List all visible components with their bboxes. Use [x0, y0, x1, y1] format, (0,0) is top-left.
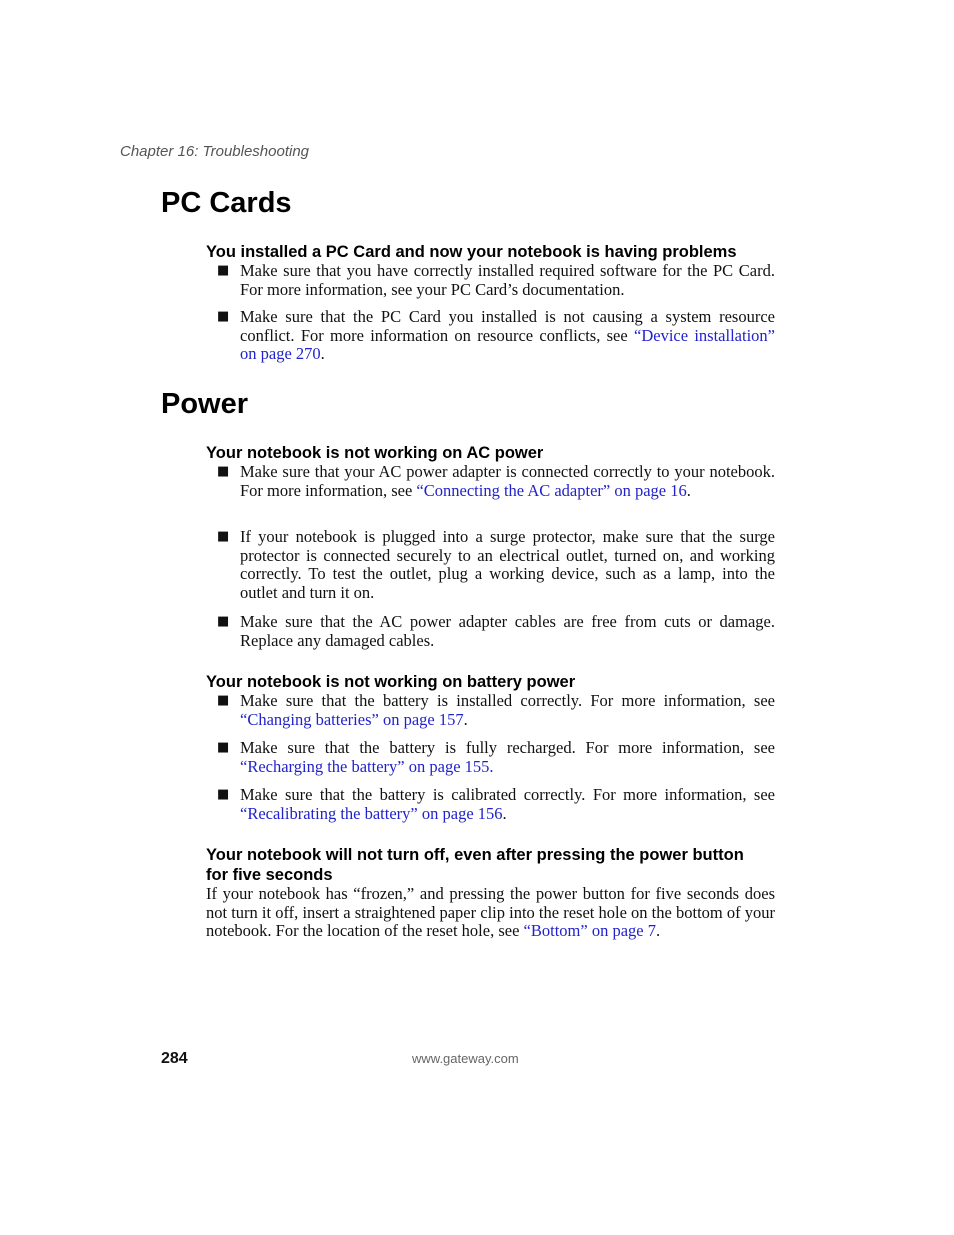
- link-connecting-ac-adapter[interactable]: “Connecting the AC adapter” on page 16: [416, 480, 687, 500]
- list-item: [240, 739, 775, 776]
- list-item-suffix: .: [686, 480, 691, 500]
- section-title-power: Power: [161, 388, 249, 420]
- list-item: [240, 528, 775, 603]
- bullet-marker: ■: [217, 693, 230, 708]
- subheading-pc-card-problems: You installed a PC Card and now your notebook is having problems: [206, 243, 737, 261]
- list-item-suffix: .: [320, 344, 325, 364]
- list-item-text: Make sure that your AC power adapter is connected correctly to your notebook. For more information, see: [240, 462, 775, 500]
- list-item: [240, 786, 775, 823]
- bullet-marker: ■: [217, 464, 230, 479]
- list-item-text: If your notebook is plugged into a surge protector, make sure that the surge protector is connected securely to an electrical outlet, turned on, and working correctly. To test the outlet, plug a working device, such as a lamp, into the outlet and turn it on.: [240, 527, 775, 603]
- list-item-text: Make sure that the PC Card you installed is not causing a system resource conflict. For more information on resource conflicts, see: [240, 307, 775, 345]
- link-changing-batteries[interactable]: “Changing batteries” on page 157: [240, 709, 464, 729]
- footer-url: www.gateway.com: [412, 1051, 519, 1066]
- bullet-marker: ■: [217, 529, 230, 544]
- bullet-marker: ■: [217, 787, 230, 802]
- list-item: [240, 692, 775, 729]
- paragraph-reset-hole: [206, 885, 775, 941]
- list-item: [240, 613, 775, 650]
- subheading-ac-power: Your notebook is not working on AC power: [206, 444, 544, 462]
- link-recharging-battery[interactable]: “Recharging the battery” on page 155.: [240, 756, 494, 776]
- list-item-text: Make sure that the battery is fully recharged. For more information, see: [240, 738, 775, 757]
- list-item: [240, 262, 775, 299]
- list-item: [240, 308, 775, 364]
- list-item-text: Make sure that the battery is installed correctly. For more information, see: [240, 691, 775, 710]
- subheading-battery-power: Your notebook is not working on battery power: [206, 673, 576, 691]
- paragraph-suffix: .: [655, 921, 661, 941]
- link-device-installation[interactable]: “Device installation” on page 270: [240, 325, 775, 364]
- bullet-marker: ■: [217, 614, 230, 629]
- list-item-text: Make sure that you have correctly installed required software for the PC Card. For more information, see your PC Card’s documentation.: [240, 261, 775, 299]
- bullet-marker: ■: [217, 309, 230, 324]
- list-item-text: Make sure that the AC power adapter cables are free from cuts or damage. Replace any damaged cables.: [240, 612, 775, 650]
- list-item-suffix: .: [502, 803, 507, 823]
- paragraph-text: If your notebook has “frozen,” and pressing the power button for five seconds does not turn it off, insert a straightened paper clip into the reset hole on the bottom of your notebook. For the location of the reset hole, see: [206, 884, 775, 941]
- subheading-will-not-turn-off: Your notebook will not turn off, even after pressing the power button for five seconds: [206, 846, 744, 884]
- section-title-pc-cards: PC Cards: [161, 187, 292, 219]
- link-bottom[interactable]: “Bottom” on page 7: [523, 921, 656, 941]
- link-recalibrating-battery[interactable]: “Recalibrating the battery” on page 156: [240, 803, 503, 823]
- list-item-suffix: .: [463, 709, 468, 729]
- running-header: Chapter 16: Troubleshooting: [120, 143, 310, 160]
- list-item-text: Make sure that the battery is calibrated correctly. For more information, see: [240, 785, 775, 804]
- bullet-marker: ■: [217, 740, 230, 755]
- list-item: [240, 463, 775, 500]
- bullet-marker: ■: [217, 263, 230, 278]
- page-number: 284: [161, 1050, 188, 1067]
